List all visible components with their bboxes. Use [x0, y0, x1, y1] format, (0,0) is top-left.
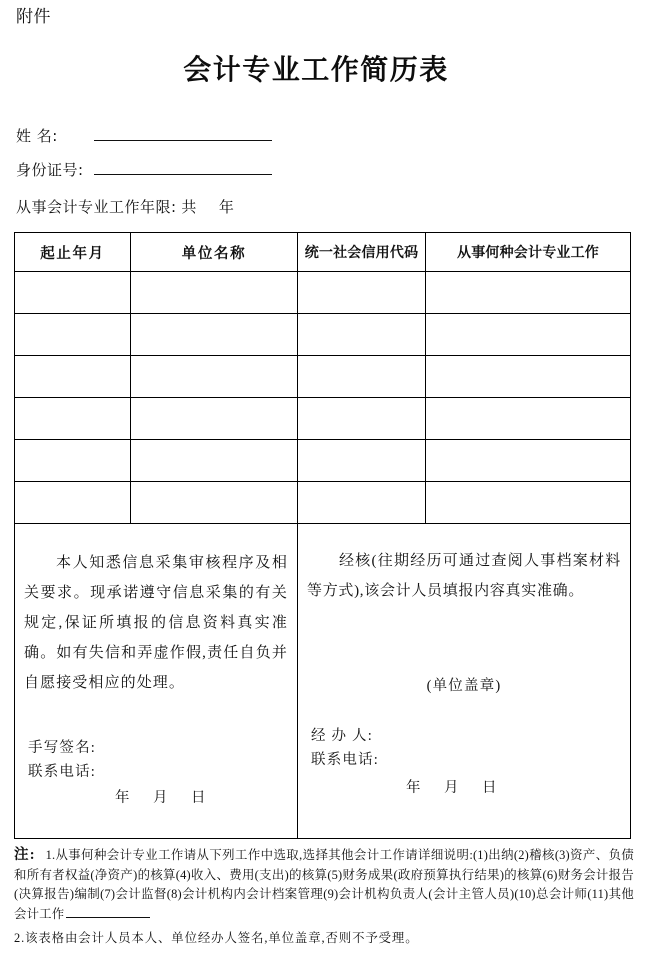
- years-field-row: [16, 197, 234, 217]
- cell-period[interactable]: [15, 440, 131, 482]
- id-field-label: 身份证号:: [16, 161, 84, 179]
- verifier-statement-cell: [298, 524, 631, 839]
- table-header-work-type: 从事何种会计专业工作: [426, 233, 631, 272]
- cell-work-type[interactable]: [426, 314, 631, 356]
- cell-work-type[interactable]: [426, 398, 631, 440]
- years-field-label: 从事会计专业工作年限:: [16, 198, 177, 216]
- cell-credit-code[interactable]: [298, 482, 426, 524]
- cell-period[interactable]: [15, 272, 131, 314]
- table-header-employer: 单位名称: [131, 233, 298, 272]
- cell-credit-code[interactable]: [298, 440, 426, 482]
- applicant-signature-label[interactable]: 手写签名:: [28, 740, 97, 756]
- notes-section: [14, 846, 634, 949]
- cell-period[interactable]: [15, 398, 131, 440]
- table-header-period: 起止年月: [15, 233, 131, 272]
- work-experience-table: [14, 232, 631, 839]
- applicant-date-line[interactable]: [115, 786, 207, 807]
- name-input-rule[interactable]: [94, 126, 272, 141]
- applicant-signature-block: [28, 736, 96, 784]
- cell-period[interactable]: [15, 482, 131, 524]
- years-prefix-label: 共: [181, 198, 197, 216]
- applicant-phone-label[interactable]: 联系电话:: [28, 764, 97, 780]
- page-title: 会计专业工作简历表: [183, 53, 449, 86]
- applicant-date-day: 日: [191, 790, 207, 806]
- attachment-label: 附件: [16, 7, 51, 27]
- table-body: [15, 272, 631, 839]
- note-item-1: [14, 846, 634, 924]
- note-other-work-rule[interactable]: [66, 906, 150, 918]
- table-row: [15, 356, 631, 398]
- note-item-2: 2.该表格由会计人员本人、单位经办人签名,单位盖章,否则不予受理。: [14, 931, 419, 945]
- cell-credit-code[interactable]: [298, 272, 426, 314]
- cell-period[interactable]: [15, 356, 131, 398]
- applicant-date-month: 月: [153, 790, 169, 806]
- cell-employer[interactable]: [131, 314, 298, 356]
- statement-row: [15, 524, 631, 839]
- cell-employer[interactable]: [131, 482, 298, 524]
- verifier-date-year: 年: [406, 780, 422, 796]
- note-1-text: 1.从事何种会计专业工作请从下列工作中选取,选择其他会计工作请详细说明:(1)出纳(2)稽核(3)资产、负债和所有者权益(净资产)的核算(4)收入、费用(支出)的核算(5)财务成果(政府预算执行结果)的核算(6)财务会计报告(决算报告)编制(7)会计监督(8)会计机构内会计档案管理(9)会计机构负责人(会计主管人员)(10)总会计师(11)其他会计工作: [14, 848, 634, 921]
- applicant-statement-cell: [15, 524, 298, 839]
- verifier-date-line[interactable]: [406, 776, 498, 797]
- cell-work-type[interactable]: [426, 440, 631, 482]
- table-header-row: [15, 233, 631, 272]
- company-seal-note: (单位盖章): [426, 678, 502, 694]
- verifier-handler-label[interactable]: 经 办 人:: [311, 728, 373, 744]
- cell-credit-code[interactable]: [298, 356, 426, 398]
- verifier-date-month: 月: [444, 780, 460, 796]
- notes-heading: 注:: [14, 847, 36, 863]
- cell-credit-code[interactable]: [298, 314, 426, 356]
- cell-work-type[interactable]: [426, 272, 631, 314]
- years-unit-label: 年: [218, 198, 235, 216]
- cell-work-type[interactable]: [426, 482, 631, 524]
- cell-credit-code[interactable]: [298, 398, 426, 440]
- cell-employer[interactable]: [131, 272, 298, 314]
- verifier-date-day: 日: [482, 780, 498, 796]
- cell-period[interactable]: [15, 314, 131, 356]
- table-row: [15, 482, 631, 524]
- cell-employer[interactable]: [131, 398, 298, 440]
- table-row: [15, 314, 631, 356]
- id-field-row: [16, 160, 272, 180]
- name-field-label: 姓 名:: [16, 127, 58, 145]
- id-input-rule[interactable]: [94, 160, 272, 175]
- applicant-date-year: 年: [115, 790, 131, 806]
- table-row: [15, 398, 631, 440]
- verifier-statement-text: 经核(往期经历可通过查阅人事档案材料等方式),该会计人员填报内容真实准确。: [307, 553, 621, 599]
- table-row: [15, 272, 631, 314]
- cell-work-type[interactable]: [426, 356, 631, 398]
- verifier-phone-label[interactable]: 联系电话:: [311, 752, 380, 768]
- table-header-credit-code: 统一社会信用代码: [298, 233, 426, 272]
- verifier-signature-block: [311, 724, 379, 772]
- name-field-row: [16, 126, 272, 146]
- cell-employer[interactable]: [131, 440, 298, 482]
- applicant-statement-text: 本人知悉信息采集审核程序及相关要求。现承诺遵守信息采集的有关规定,保证所填报的信息资料真实准确。如有失信和弄虚作假,责任自负并自愿接受相应的处理。: [24, 555, 288, 691]
- table-row: [15, 440, 631, 482]
- cell-employer[interactable]: [131, 356, 298, 398]
